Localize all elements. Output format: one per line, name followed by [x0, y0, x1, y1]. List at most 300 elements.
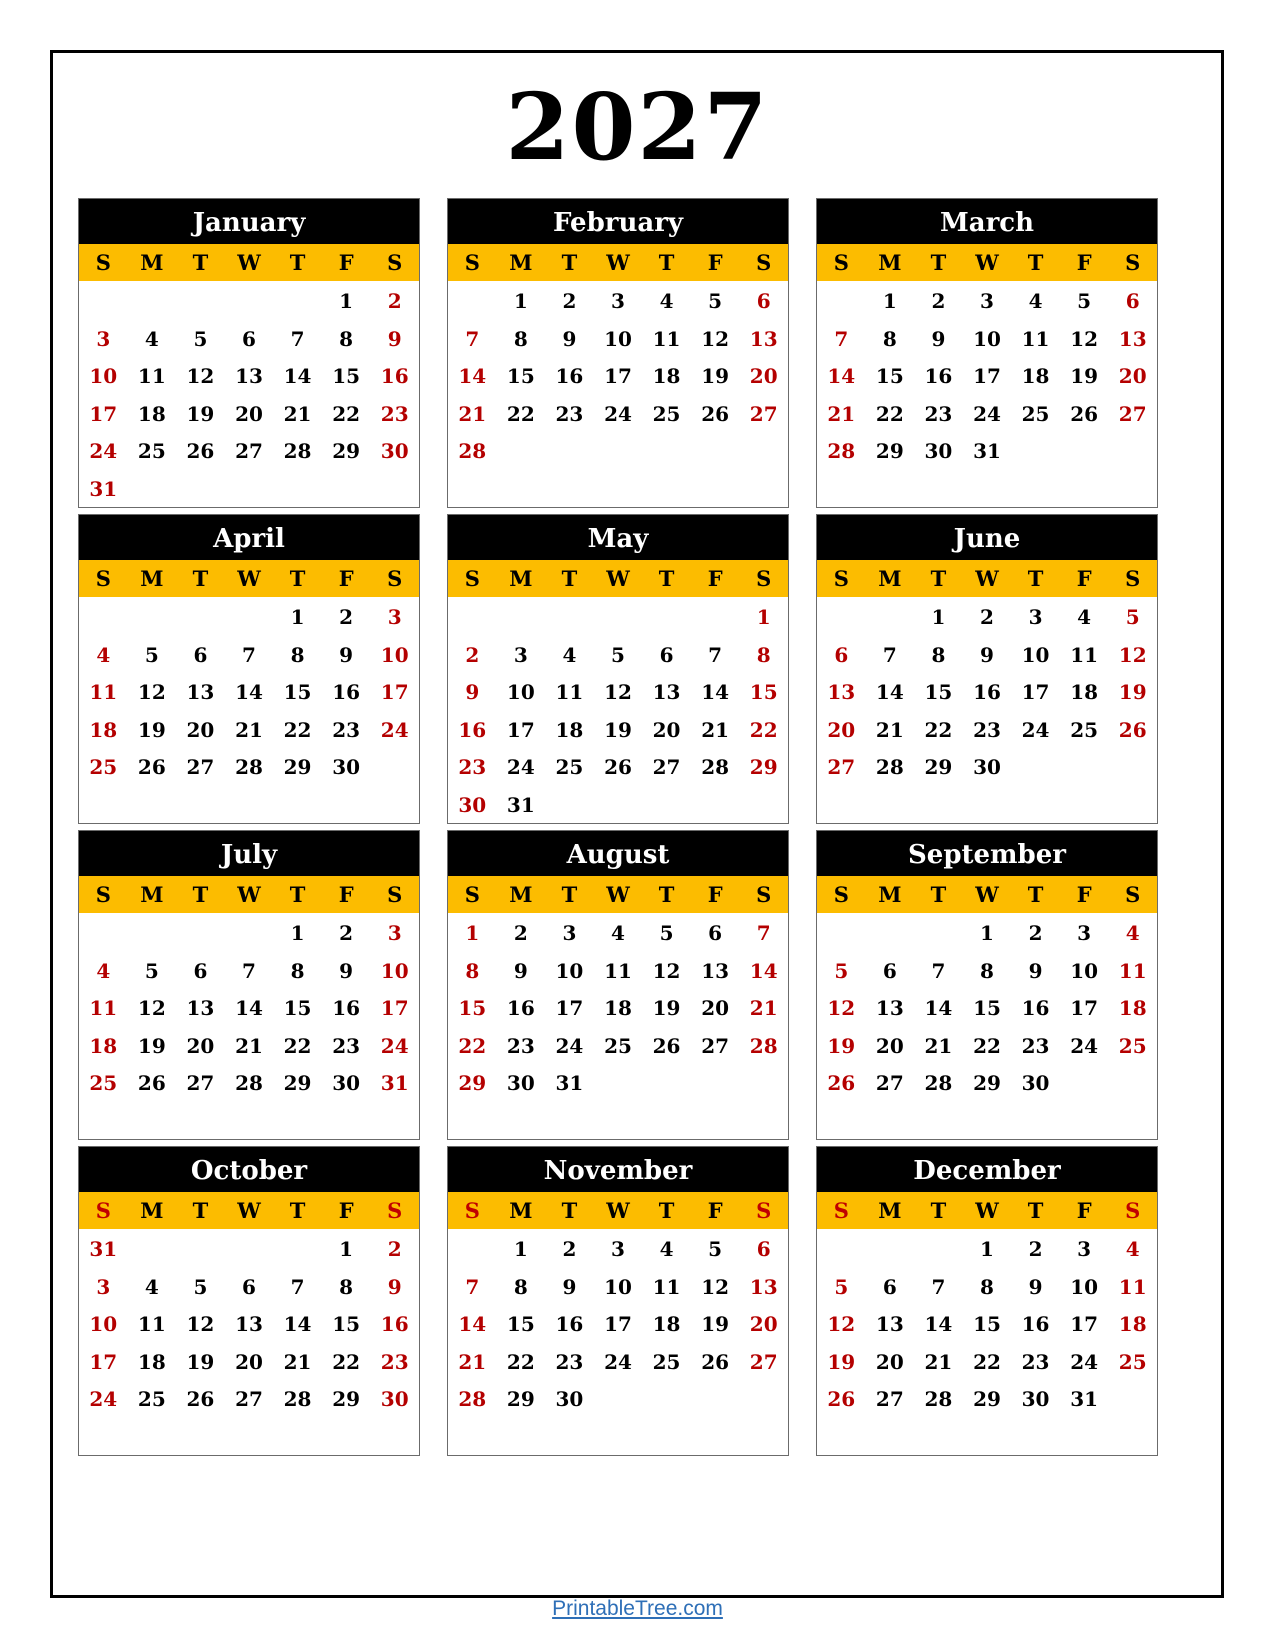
empty-day-cell — [225, 282, 274, 320]
day-cell: 25 — [652, 401, 681, 426]
day-cell: 25 — [1118, 1033, 1147, 1058]
day-cell: 17 — [973, 364, 1001, 388]
day-cell: 14 — [235, 680, 263, 704]
day-cell: 5 — [834, 1274, 849, 1299]
day-cell: 12 — [701, 1274, 730, 1299]
day-cell: 12 — [827, 996, 856, 1020]
day-cell: 4 — [1125, 1237, 1140, 1261]
month-april — [78, 514, 420, 824]
day-cell: 20 — [701, 996, 730, 1020]
day-cell: 30 — [458, 792, 487, 817]
empty-day-cell — [642, 1064, 691, 1102]
weekday-label: W — [237, 1198, 261, 1223]
day-cell: 7 — [242, 642, 256, 667]
day-cell: 6 — [708, 921, 723, 945]
month-june — [816, 514, 1158, 824]
day-cell: 14 — [283, 1312, 312, 1336]
weekday-label: F — [707, 1198, 723, 1223]
day-cell: 24 — [604, 401, 632, 426]
weekday-label: S — [1125, 566, 1141, 591]
weekday-label: T — [192, 1198, 209, 1223]
empty-day-cell — [691, 1064, 740, 1102]
day-cell: 29 — [875, 439, 904, 463]
weekday-label: F — [338, 250, 354, 275]
day-cell: 25 — [1118, 1349, 1147, 1374]
day-cell: 11 — [1118, 1274, 1147, 1299]
day-cell: 26 — [186, 1387, 215, 1411]
day-cell: 9 — [387, 1274, 402, 1299]
day-cell: 7 — [465, 326, 480, 351]
day-cell: 18 — [1070, 680, 1099, 704]
day-cell: 5 — [611, 642, 625, 667]
day-cell: 2 — [339, 921, 354, 945]
weekday-header-row — [79, 1192, 419, 1229]
day-cell: 1 — [339, 1237, 354, 1261]
empty-day-cell — [1108, 1380, 1157, 1418]
day-cell: 14 — [235, 996, 263, 1020]
weekday-label: T — [658, 566, 675, 591]
day-cell: 6 — [242, 1274, 256, 1299]
day-cell: 12 — [186, 1312, 215, 1336]
month-november — [447, 1146, 789, 1456]
day-cell: 15 — [973, 1312, 1001, 1336]
weekday-label: S — [833, 882, 849, 907]
weekday-header-row — [448, 1192, 788, 1229]
day-cell: 12 — [827, 1312, 856, 1336]
month-name: January — [79, 199, 419, 244]
day-cell: 23 — [332, 717, 361, 742]
day-cell: 9 — [1028, 1274, 1043, 1299]
day-cell: 19 — [1070, 364, 1099, 388]
weekday-label: M — [509, 1198, 533, 1223]
weekday-header-row — [79, 560, 419, 597]
day-cell: 8 — [980, 958, 994, 983]
day-cell: 16 — [1021, 1312, 1050, 1336]
day-cell: 28 — [827, 439, 856, 463]
empty-day-cell — [322, 470, 371, 508]
day-cell: 7 — [931, 958, 946, 983]
weekday-label: S — [387, 1198, 403, 1223]
day-cell: 19 — [827, 1349, 856, 1374]
day-cell: 11 — [137, 1312, 166, 1336]
weekday-label: T — [930, 566, 947, 591]
month-march — [816, 198, 1158, 508]
day-cell: 27 — [1118, 401, 1147, 426]
day-cell: 16 — [332, 680, 361, 704]
day-cell: 1 — [980, 1237, 994, 1261]
day-cell: 13 — [186, 996, 215, 1020]
day-cell: 23 — [332, 1033, 361, 1058]
day-cell: 21 — [458, 1349, 487, 1374]
day-cell: 7 — [242, 958, 256, 983]
weekday-label: S — [95, 1198, 111, 1223]
weekday-label: S — [387, 250, 403, 275]
day-cell: 30 — [924, 439, 953, 463]
month-name: March — [817, 199, 1157, 244]
empty-day-cell — [128, 914, 177, 952]
day-cell: 2 — [387, 289, 402, 313]
day-grid — [448, 281, 788, 470]
day-cell: 5 — [144, 642, 159, 667]
day-cell: 3 — [562, 921, 577, 945]
day-cell: 3 — [513, 642, 528, 667]
day-cell: 1 — [513, 1237, 528, 1261]
day-cell: 26 — [1118, 717, 1147, 742]
empty-day-cell — [1011, 432, 1060, 470]
day-cell: 31 — [506, 792, 535, 817]
day-cell: 29 — [458, 1071, 487, 1095]
weekday-label: T — [930, 882, 947, 907]
day-cell: 15 — [749, 680, 778, 704]
month-february — [447, 198, 789, 508]
weekday-label: S — [95, 882, 111, 907]
footer-link[interactable]: PrintableTree.com — [552, 1597, 723, 1620]
day-cell: 10 — [380, 958, 409, 983]
weekday-label: T — [658, 882, 675, 907]
day-cell: 20 — [652, 717, 681, 742]
empty-day-cell — [691, 598, 740, 636]
day-cell: 26 — [701, 401, 730, 426]
day-cell: 30 — [332, 1071, 361, 1095]
day-grid — [79, 597, 419, 786]
day-cell: 12 — [604, 680, 632, 704]
day-cell: 22 — [283, 1033, 312, 1058]
day-grid — [448, 597, 788, 823]
day-cell: 30 — [973, 755, 1001, 779]
day-cell: 26 — [652, 1033, 681, 1058]
weekday-label: T — [289, 1198, 306, 1223]
day-cell: 19 — [701, 364, 730, 388]
day-cell: 25 — [137, 1387, 166, 1411]
weekday-label: T — [658, 250, 675, 275]
empty-day-cell — [866, 914, 915, 952]
year-title: 2027 — [505, 73, 770, 181]
day-cell: 12 — [652, 958, 681, 983]
day-cell: 19 — [1118, 680, 1147, 704]
day-cell: 6 — [756, 289, 771, 313]
weekday-label: S — [1125, 1198, 1141, 1223]
empty-day-cell — [448, 1230, 497, 1268]
day-cell: 29 — [749, 755, 778, 779]
day-cell: 24 — [973, 401, 1001, 426]
day-cell: 24 — [89, 439, 118, 463]
day-cell: 16 — [924, 364, 953, 388]
day-cell: 4 — [659, 1237, 674, 1261]
day-cell: 13 — [186, 680, 215, 704]
weekday-label: S — [464, 250, 480, 275]
day-cell: 18 — [604, 996, 632, 1020]
weekday-label: F — [338, 882, 354, 907]
day-cell: 13 — [749, 326, 778, 351]
day-cell: 23 — [1021, 1033, 1050, 1058]
weekday-label: T — [289, 566, 306, 591]
weekday-label: S — [1125, 250, 1141, 275]
empty-day-cell — [273, 470, 322, 508]
day-cell: 22 — [506, 1349, 535, 1374]
day-cell: 14 — [283, 364, 312, 388]
day-cell: 5 — [1077, 289, 1092, 313]
day-grid — [817, 913, 1157, 1102]
day-cell: 15 — [875, 364, 904, 388]
day-cell: 18 — [89, 1033, 118, 1058]
day-cell: 27 — [875, 1387, 904, 1411]
day-cell: 16 — [380, 1312, 409, 1336]
day-cell: 13 — [827, 680, 856, 704]
day-cell: 11 — [1021, 326, 1050, 351]
day-cell: 27 — [749, 1349, 778, 1374]
day-cell: 20 — [186, 1033, 215, 1058]
day-cell: 19 — [137, 1033, 166, 1058]
empty-day-cell — [1108, 748, 1157, 786]
day-cell: 27 — [875, 1071, 904, 1095]
weekday-label: W — [975, 566, 999, 591]
day-cell: 3 — [611, 1237, 625, 1261]
month-name: October — [79, 1147, 419, 1192]
day-cell: 19 — [701, 1312, 730, 1336]
day-cell: 16 — [555, 1312, 584, 1336]
day-cell: 16 — [1021, 996, 1050, 1020]
weekday-label: W — [606, 1198, 630, 1223]
day-cell: 13 — [235, 1312, 263, 1336]
empty-day-cell — [128, 470, 177, 508]
day-cell: 3 — [387, 605, 402, 629]
day-cell: 5 — [659, 921, 674, 945]
empty-day-cell — [176, 282, 225, 320]
weekday-label: S — [1125, 882, 1141, 907]
weekday-label: F — [1076, 250, 1092, 275]
day-cell: 12 — [701, 326, 730, 351]
empty-day-cell — [1060, 1064, 1109, 1102]
day-cell: 11 — [1070, 642, 1099, 667]
empty-day-cell — [594, 1064, 643, 1102]
day-cell: 27 — [186, 755, 215, 779]
day-cell: 23 — [555, 1349, 584, 1374]
day-cell: 2 — [1028, 1237, 1043, 1261]
day-cell: 22 — [924, 717, 953, 742]
day-cell: 31 — [89, 1237, 118, 1261]
weekday-header-row — [817, 876, 1157, 913]
day-cell: 9 — [931, 326, 946, 351]
day-cell: 19 — [137, 717, 166, 742]
empty-day-cell — [79, 914, 128, 952]
day-cell: 6 — [193, 642, 208, 667]
day-cell: 26 — [1070, 401, 1099, 426]
day-cell: 22 — [332, 1349, 361, 1374]
day-cell: 3 — [611, 289, 625, 313]
empty-day-cell — [1060, 748, 1109, 786]
month-name: August — [448, 831, 788, 876]
day-cell: 19 — [604, 717, 632, 742]
day-cell: 14 — [458, 364, 487, 388]
day-cell: 8 — [339, 326, 354, 351]
day-cell: 10 — [1021, 642, 1050, 667]
day-cell: 25 — [652, 1349, 681, 1374]
day-cell: 26 — [186, 439, 215, 463]
weekday-label: W — [606, 882, 630, 907]
day-cell: 24 — [1070, 1033, 1099, 1058]
weekday-label: T — [289, 882, 306, 907]
day-cell: 16 — [555, 364, 584, 388]
day-cell: 22 — [973, 1033, 1001, 1058]
empty-day-cell — [128, 1230, 177, 1268]
day-cell: 19 — [827, 1033, 856, 1058]
day-cell: 27 — [827, 755, 856, 779]
day-cell: 10 — [380, 642, 409, 667]
day-cell: 12 — [1118, 642, 1147, 667]
weekday-label: T — [561, 250, 578, 275]
day-cell: 27 — [652, 755, 681, 779]
weekday-label: S — [387, 566, 403, 591]
empty-day-cell — [225, 470, 274, 508]
day-cell: 28 — [924, 1071, 953, 1095]
empty-day-cell — [128, 598, 177, 636]
day-cell: 4 — [144, 326, 159, 351]
weekday-label: M — [140, 1198, 164, 1223]
day-cell: 17 — [89, 1349, 118, 1374]
day-cell: 4 — [1028, 289, 1043, 313]
day-cell: 8 — [290, 642, 305, 667]
day-cell: 28 — [458, 1387, 487, 1411]
day-cell: 7 — [834, 326, 849, 351]
day-cell: 18 — [1021, 364, 1050, 388]
empty-day-cell — [545, 432, 594, 470]
day-cell: 5 — [1125, 605, 1140, 629]
day-cell: 6 — [193, 958, 208, 983]
day-cell: 10 — [555, 958, 584, 983]
day-cell: 16 — [380, 364, 409, 388]
day-cell: 21 — [283, 1349, 312, 1374]
day-cell: 9 — [513, 958, 528, 983]
weekday-header-row — [448, 560, 788, 597]
day-cell: 22 — [458, 1033, 487, 1058]
month-may — [447, 514, 789, 824]
day-cell: 13 — [875, 1312, 904, 1336]
day-cell: 23 — [973, 717, 1001, 742]
day-cell: 26 — [701, 1349, 730, 1374]
day-cell: 5 — [193, 326, 208, 351]
weekday-label: T — [930, 250, 947, 275]
day-cell: 24 — [380, 717, 409, 742]
day-cell: 18 — [137, 1349, 166, 1374]
empty-day-cell — [448, 282, 497, 320]
day-cell: 9 — [465, 680, 480, 704]
weekday-label: M — [509, 882, 533, 907]
day-cell: 10 — [604, 1274, 632, 1299]
weekday-label: S — [464, 1198, 480, 1223]
weekday-label: T — [192, 566, 209, 591]
empty-day-cell — [545, 598, 594, 636]
day-cell: 17 — [604, 1312, 632, 1336]
day-cell: 9 — [562, 326, 577, 351]
day-cell: 13 — [749, 1274, 778, 1299]
day-cell: 6 — [659, 642, 674, 667]
day-cell: 2 — [980, 605, 994, 629]
day-cell: 3 — [1077, 1237, 1092, 1261]
day-cell: 30 — [332, 755, 361, 779]
day-cell: 16 — [506, 996, 535, 1020]
day-cell: 2 — [387, 1237, 402, 1261]
weekday-label: S — [464, 566, 480, 591]
day-cell: 7 — [708, 642, 723, 667]
day-cell: 7 — [290, 1274, 305, 1299]
empty-day-cell — [594, 1380, 643, 1418]
empty-day-cell — [914, 914, 963, 952]
day-cell: 20 — [749, 1312, 778, 1336]
day-cell: 27 — [701, 1033, 730, 1058]
empty-day-cell — [642, 1380, 691, 1418]
day-cell: 20 — [186, 717, 215, 742]
day-cell: 9 — [339, 642, 354, 667]
day-cell: 11 — [555, 680, 584, 704]
weekday-label: F — [1076, 566, 1092, 591]
empty-day-cell — [817, 282, 866, 320]
weekday-label: S — [95, 250, 111, 275]
day-cell: 8 — [339, 1274, 354, 1299]
day-cell: 7 — [465, 1274, 480, 1299]
day-cell: 15 — [332, 1312, 361, 1336]
day-cell: 1 — [980, 921, 994, 945]
month-october — [78, 1146, 420, 1456]
empty-day-cell — [642, 786, 691, 824]
day-cell: 25 — [89, 1071, 118, 1095]
day-cell: 8 — [513, 1274, 528, 1299]
day-cell: 4 — [144, 1274, 159, 1299]
empty-day-cell — [176, 470, 225, 508]
month-name: December — [817, 1147, 1157, 1192]
empty-day-cell — [817, 1230, 866, 1268]
weekday-label: M — [140, 566, 164, 591]
day-cell: 14 — [875, 680, 904, 704]
day-cell: 4 — [96, 642, 111, 667]
empty-day-cell — [866, 598, 915, 636]
day-cell: 4 — [96, 958, 111, 983]
weekday-header-row — [79, 244, 419, 281]
day-cell: 15 — [924, 680, 953, 704]
day-cell: 23 — [380, 401, 409, 426]
day-cell: 18 — [89, 717, 118, 742]
day-cell: 17 — [380, 996, 409, 1020]
month-august — [447, 830, 789, 1140]
day-cell: 21 — [749, 996, 778, 1020]
day-cell: 11 — [1118, 958, 1147, 983]
day-cell: 20 — [875, 1033, 904, 1058]
day-cell: 23 — [506, 1033, 535, 1058]
day-cell: 8 — [882, 326, 897, 351]
day-cell: 5 — [193, 1274, 208, 1299]
empty-day-cell — [273, 1230, 322, 1268]
day-cell: 23 — [924, 401, 953, 426]
day-cell: 13 — [652, 680, 681, 704]
day-cell: 13 — [701, 958, 730, 983]
weekday-label: T — [561, 1198, 578, 1223]
weekday-label: S — [464, 882, 480, 907]
day-cell: 5 — [708, 1237, 723, 1261]
empty-day-cell — [1060, 432, 1109, 470]
day-cell: 13 — [235, 364, 263, 388]
day-cell: 31 — [89, 476, 118, 501]
day-cell: 20 — [235, 1349, 263, 1374]
day-cell: 25 — [137, 439, 166, 463]
day-cell: 19 — [652, 996, 681, 1020]
day-cell: 2 — [1028, 921, 1043, 945]
weekday-label: T — [1027, 1198, 1044, 1223]
weekday-label: W — [237, 882, 261, 907]
month-name: April — [79, 515, 419, 560]
day-cell: 14 — [827, 364, 856, 388]
day-cell: 4 — [562, 642, 577, 667]
day-cell: 30 — [380, 439, 409, 463]
day-cell: 6 — [882, 1274, 897, 1299]
